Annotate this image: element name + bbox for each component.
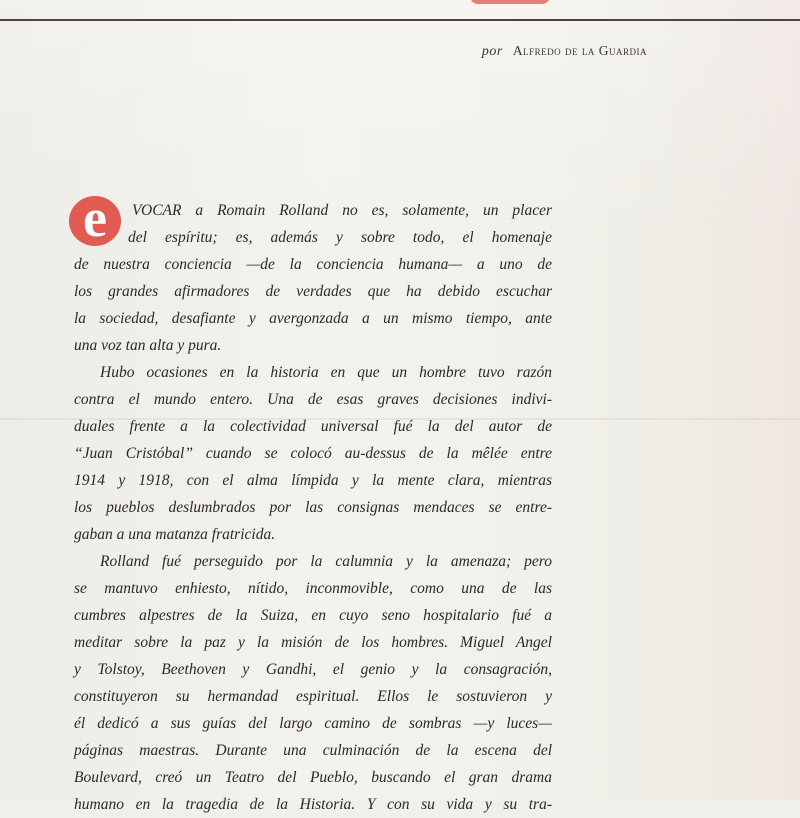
drop-cap: e xyxy=(69,196,121,246)
body-line: duales frente a la colectividad universal fué la del autor de xyxy=(74,418,552,435)
body-line: los pueblos deslumbrados por las consignas mendaces se entre- xyxy=(74,499,552,516)
title-fragment-decoration xyxy=(470,0,550,4)
byline-por: por xyxy=(481,44,503,59)
body-line: una voz tan alta y pura. xyxy=(74,337,222,354)
body-line: humano en la tragedia de la Historia. Y con su vida y su tra- xyxy=(74,796,552,813)
body-line: contra el mundo entero. Una de esas graves decisiones indivi- xyxy=(74,391,552,408)
article-body xyxy=(74,197,552,818)
body-line: páginas maestras. Durante una culminación de la escena del xyxy=(74,742,552,759)
body-line: “Juan Cristóbal” cuando se colocó au-dessus de la mêlée entre xyxy=(74,445,552,462)
body-line: 1914 y 1918, con el alma límpida y la mente clara, mientras xyxy=(74,472,552,489)
body-line: VOCAR a Romain Rolland no es, solamente, un placer xyxy=(132,202,552,219)
body-line: Rolland fué perseguido por la calumnia y la amenaza; pero xyxy=(100,553,552,570)
body-line: se mantuvo enhiesto, nítido, inconmovible, como una de las xyxy=(74,580,552,597)
body-line: del espíritu; es, además y sobre todo, el homenaje xyxy=(128,229,552,246)
body-line: meditar sobre la paz y la misión de los hombres. Miguel Angel xyxy=(74,634,552,651)
body-line: la sociedad, desafiante y avergonzada a un mismo tiempo, ante xyxy=(74,310,552,327)
body-line: él dedicó a sus guías del largo camino de sombras —y luces— xyxy=(74,715,552,732)
body-line: gaban a una matanza fratricida. xyxy=(74,526,276,543)
body-line: Hubo ocasiones en la historia en que un hombre tuvo razón xyxy=(100,364,552,381)
byline xyxy=(482,43,647,60)
byline-author: Alfredo de la Guardia xyxy=(512,43,647,58)
body-line: cumbres alpestres de la Suiza, en cuyo seno hospitalario fué a xyxy=(74,607,552,624)
body-line: los grandes afirmadores de verdades que ha debido escuchar xyxy=(74,283,552,300)
bleed-through-shading xyxy=(660,0,800,800)
body-line: y Tolstoy, Beethoven y Gandhi, el genio y la consagración, xyxy=(74,661,552,678)
body-line: Boulevard, creó un Teatro del Pueblo, buscando el gran drama xyxy=(74,769,552,786)
body-line: constituyeron su hermandad espiritual. Ellos le sostuvieron y xyxy=(74,688,552,705)
header-rule xyxy=(0,19,800,21)
body-line: de nuestra conciencia —de la conciencia humana— a uno de xyxy=(74,256,552,273)
